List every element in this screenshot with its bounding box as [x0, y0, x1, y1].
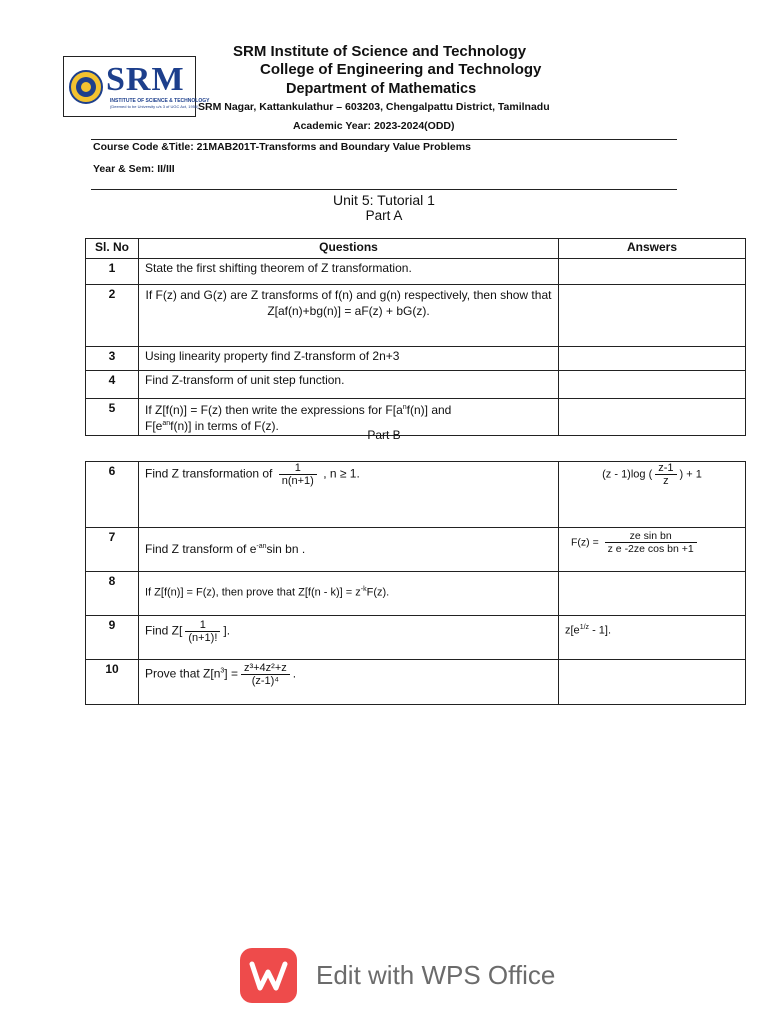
fraction: $\frac{\text{ze sin bn}}{\text{z e -2ze cos bn +1}}$ [605, 530, 697, 555]
year-sem: Year & Sem: II/III [93, 163, 175, 175]
answer: F(z) = $\frac{\text{ze sin bn}}{\text{z e -2ze cos bn +1}}$ [559, 528, 746, 572]
question [139, 285, 559, 347]
institute-name: SRM Institute of Science and Technology [233, 43, 527, 60]
table-row [86, 347, 746, 371]
question: Prove that $Z[n^3]$ = $\frac{\text{z³+4z²+z}}{\text{(z-1)⁴}}$ . [139, 660, 559, 705]
answer [559, 347, 746, 371]
wps-w-icon [240, 948, 297, 1003]
part-b-table [85, 461, 746, 705]
row-number: 7 [86, 528, 139, 572]
answer [559, 572, 746, 616]
address: SRM Nagar, Kattankulathur – 603203, Chengalpattu District, Tamilnadu [198, 101, 550, 113]
divider-2 [91, 189, 677, 190]
table-header-row [86, 239, 746, 259]
course-code-title: Course Code &Title: 21MAB201T-Transforms and Boundary Value Problems [93, 141, 471, 153]
header-answers: Answers [559, 239, 746, 259]
answer: $z[e^{1/z} - 1]$. [559, 616, 746, 660]
question: If Z[f(n)] = F(z) then write the expressions for $F[a^nf(n)]$ and $F[e^{an}f(n)]$ in terms of F(z). [139, 399, 559, 436]
table-row [86, 259, 746, 285]
part-a-label: Part A [365, 208, 403, 223]
header-sl-no: Sl. No [86, 239, 139, 259]
question: Find Z transformation of $\frac{1}{n(n+1)}$ , n ≥ 1. [139, 462, 559, 528]
question: Using linearity property find Z-transform of 2n+3 [139, 347, 559, 371]
row-number: 4 [86, 371, 139, 399]
wps-logo-icon [240, 948, 297, 1003]
logo-subtitle: INSTITUTE OF SCIENCE & TECHNOLOGY [110, 98, 210, 104]
row-number: 8 [86, 572, 139, 616]
question: State the first shifting theorem of Z transformation. [139, 259, 559, 285]
unit-title: Unit 5: Tutorial 1 [333, 192, 435, 208]
divider-1 [91, 139, 677, 140]
table-row [86, 371, 746, 399]
table-row [86, 528, 746, 572]
answer [559, 259, 746, 285]
question: Find Z[ $\frac{1}{(n+1)!}$ ]. [139, 616, 559, 660]
answer [559, 285, 746, 347]
row-number: 9 [86, 616, 139, 660]
question: Find Z-transform of unit step function. [139, 371, 559, 399]
table-row [86, 285, 746, 347]
srm-emblem-icon [68, 69, 104, 105]
answer [559, 371, 746, 399]
question-line-1: If F(z) and G(z) are Z transforms of f(n) and g(n) respectively, then show that [145, 288, 552, 302]
row-number: 3 [86, 347, 139, 371]
table-row [86, 660, 746, 705]
table-row [86, 616, 746, 660]
fraction: $\frac{\text{z³+4z²+z}}{\text{(z-1)⁴}}$ [241, 662, 290, 687]
row-number: 2 [86, 285, 139, 347]
answer [559, 660, 746, 705]
logo-text: SRM [106, 61, 185, 98]
row-number: 5 [86, 399, 139, 436]
row-number: 6 [86, 462, 139, 528]
table-row [86, 462, 746, 528]
row-number: 1 [86, 259, 139, 285]
academic-year: Academic Year: 2023-2024(ODD) [293, 120, 455, 132]
question-line-2: Z[af(n)+bg(n)] = aF(z) + bG(z). [267, 304, 430, 318]
srm-logo [63, 56, 210, 117]
logo-subtitle-2: (Deemed to be University u/s 3 of UGC Act, 1956) [110, 104, 199, 109]
wps-watermark-text: Edit with WPS Office [316, 960, 556, 990]
fraction: $\frac{1}{(n+1)!}$ [185, 619, 220, 644]
question: If Z[f(n)] = F(z), then prove that $Z[f(n - k)] = z^{-k}F(z)$. [139, 572, 559, 616]
row-number: 10 [86, 660, 139, 705]
header-questions: Questions [139, 239, 559, 259]
part-a-table [85, 238, 746, 436]
answer: (z - 1)log ( $\frac{z-1}{z}$ ) + 1 [559, 462, 746, 528]
question: Find Z transform of $e^{-an}\sin$ bn . [139, 528, 559, 572]
department-name: Department of Mathematics [286, 81, 477, 97]
college-name: College of Engineering and Technology [260, 61, 542, 78]
fraction: $\frac{1}{n(n+1)}$ [279, 462, 317, 487]
fraction: $\frac{z-1}{z}$ [655, 462, 676, 487]
part-b-label: Part B [367, 428, 401, 442]
table-row [86, 572, 746, 616]
